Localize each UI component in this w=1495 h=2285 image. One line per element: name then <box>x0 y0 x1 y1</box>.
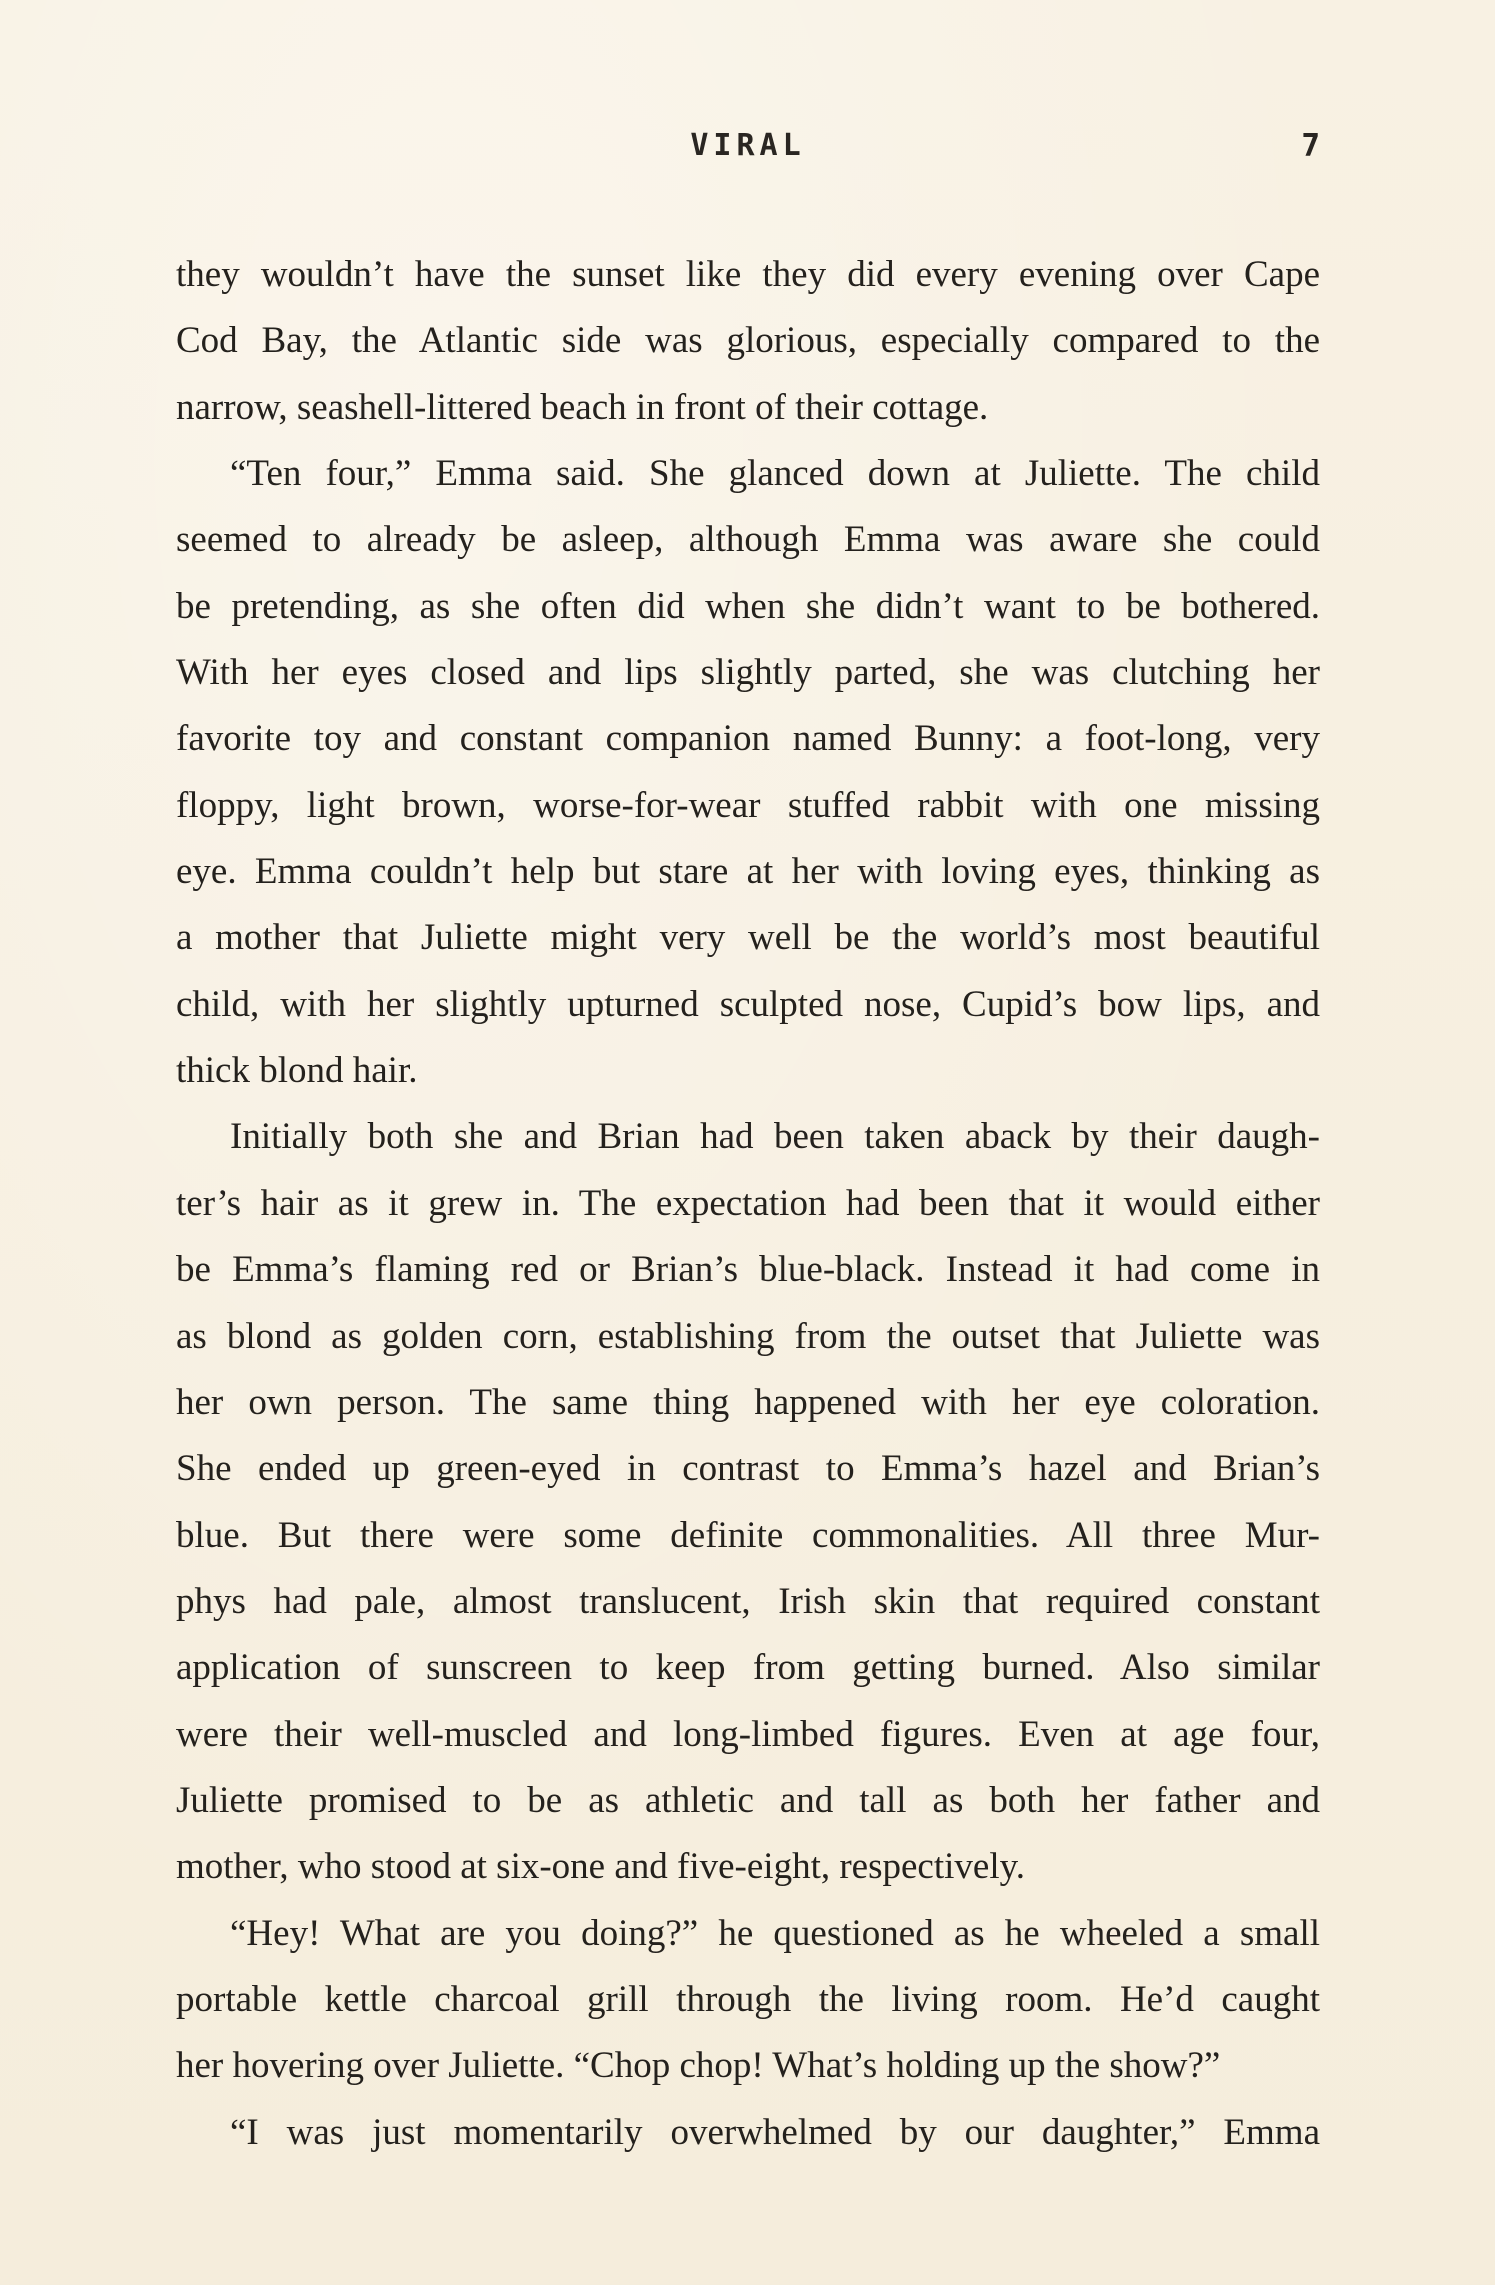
text-line: narrow, seashell-littered beach in front of their cottage. <box>176 386 989 428</box>
text-line: they wouldn’t have the sunset like they did every evening over Cape <box>176 254 1320 295</box>
text-line: seemed to already be asleep, although Emma was aware she could <box>176 519 1320 561</box>
text-line: mother, who stood at six-one and five-eight, respectively. <box>176 1846 1025 1888</box>
text-line: portable kettle charcoal grill through the living room. He’d caught <box>176 1978 1320 2020</box>
text-line: child, with her slightly upturned sculpted nose, Cupid’s bow lips, and <box>176 983 1320 1025</box>
text-line: eye. Emma couldn’t help but stare at her with loving eyes, thinking as <box>176 851 1320 893</box>
text-line: phys had pale, almost translucent, Irish skin that required constant <box>176 1580 1320 1622</box>
text-line: ter’s hair as it grew in. The expectation had been that it would either <box>176 1182 1320 1224</box>
text-line: favorite toy and constant companion named Bunny: a foot-long, very <box>176 718 1320 760</box>
text-line: “I was just momentarily overwhelmed by our daughter,” Emma <box>230 2111 1320 2153</box>
text-line: as blond as golden corn, establishing from the outset that Juliette was <box>176 1315 1320 1357</box>
text-line: Initially both she and Brian had been taken aback by their daugh- <box>230 1116 1320 1158</box>
text-line: be Emma’s flaming red or Brian’s blue-black. Instead it had come in <box>176 1249 1320 1291</box>
text-line: She ended up green-eyed in contrast to Emma’s hazel and Brian’s <box>176 1448 1320 1490</box>
body-text <box>176 242 1320 2166</box>
text-line: blue. But there were some definite commonalities. All three Mur- <box>176 1514 1320 1556</box>
text-line: application of sunscreen to keep from getting burned. Also similar <box>176 1647 1320 1689</box>
text-line: a mother that Juliette might very well be the world’s most beautiful <box>176 917 1320 959</box>
text-line: be pretending, as she often did when she didn’t want to be bothered. <box>176 585 1320 627</box>
running-head <box>176 128 1320 168</box>
text-line: floppy, light brown, worse-for-wear stuffed rabbit with one missing <box>176 784 1320 826</box>
text-line: “Ten four,” Emma said. She glanced down at Juliette. The child <box>230 453 1320 495</box>
text-line: With her eyes closed and lips slightly parted, she was clutching her <box>176 652 1320 694</box>
text-line: were their well-muscled and long-limbed figures. Even at age four, <box>176 1713 1320 1755</box>
page-number: 7 <box>1301 128 1320 164</box>
book-title: VIRAL <box>690 128 806 163</box>
text-line: her own person. The same thing happened with her eye coloration. <box>176 1381 1320 1423</box>
text-line: “Hey! What are you doing?” he questioned as he wheeled a small <box>230 1912 1320 1954</box>
text-line: Cod Bay, the Atlantic side was glorious, especially compared to the <box>176 320 1320 362</box>
text-line: Juliette promised to be as athletic and tall as both her father and <box>176 1779 1320 1821</box>
text-line: her hovering over Juliette. “Chop chop! What’s holding up the show?” <box>176 2045 1221 2087</box>
text-line: thick blond hair. <box>176 1050 418 1092</box>
